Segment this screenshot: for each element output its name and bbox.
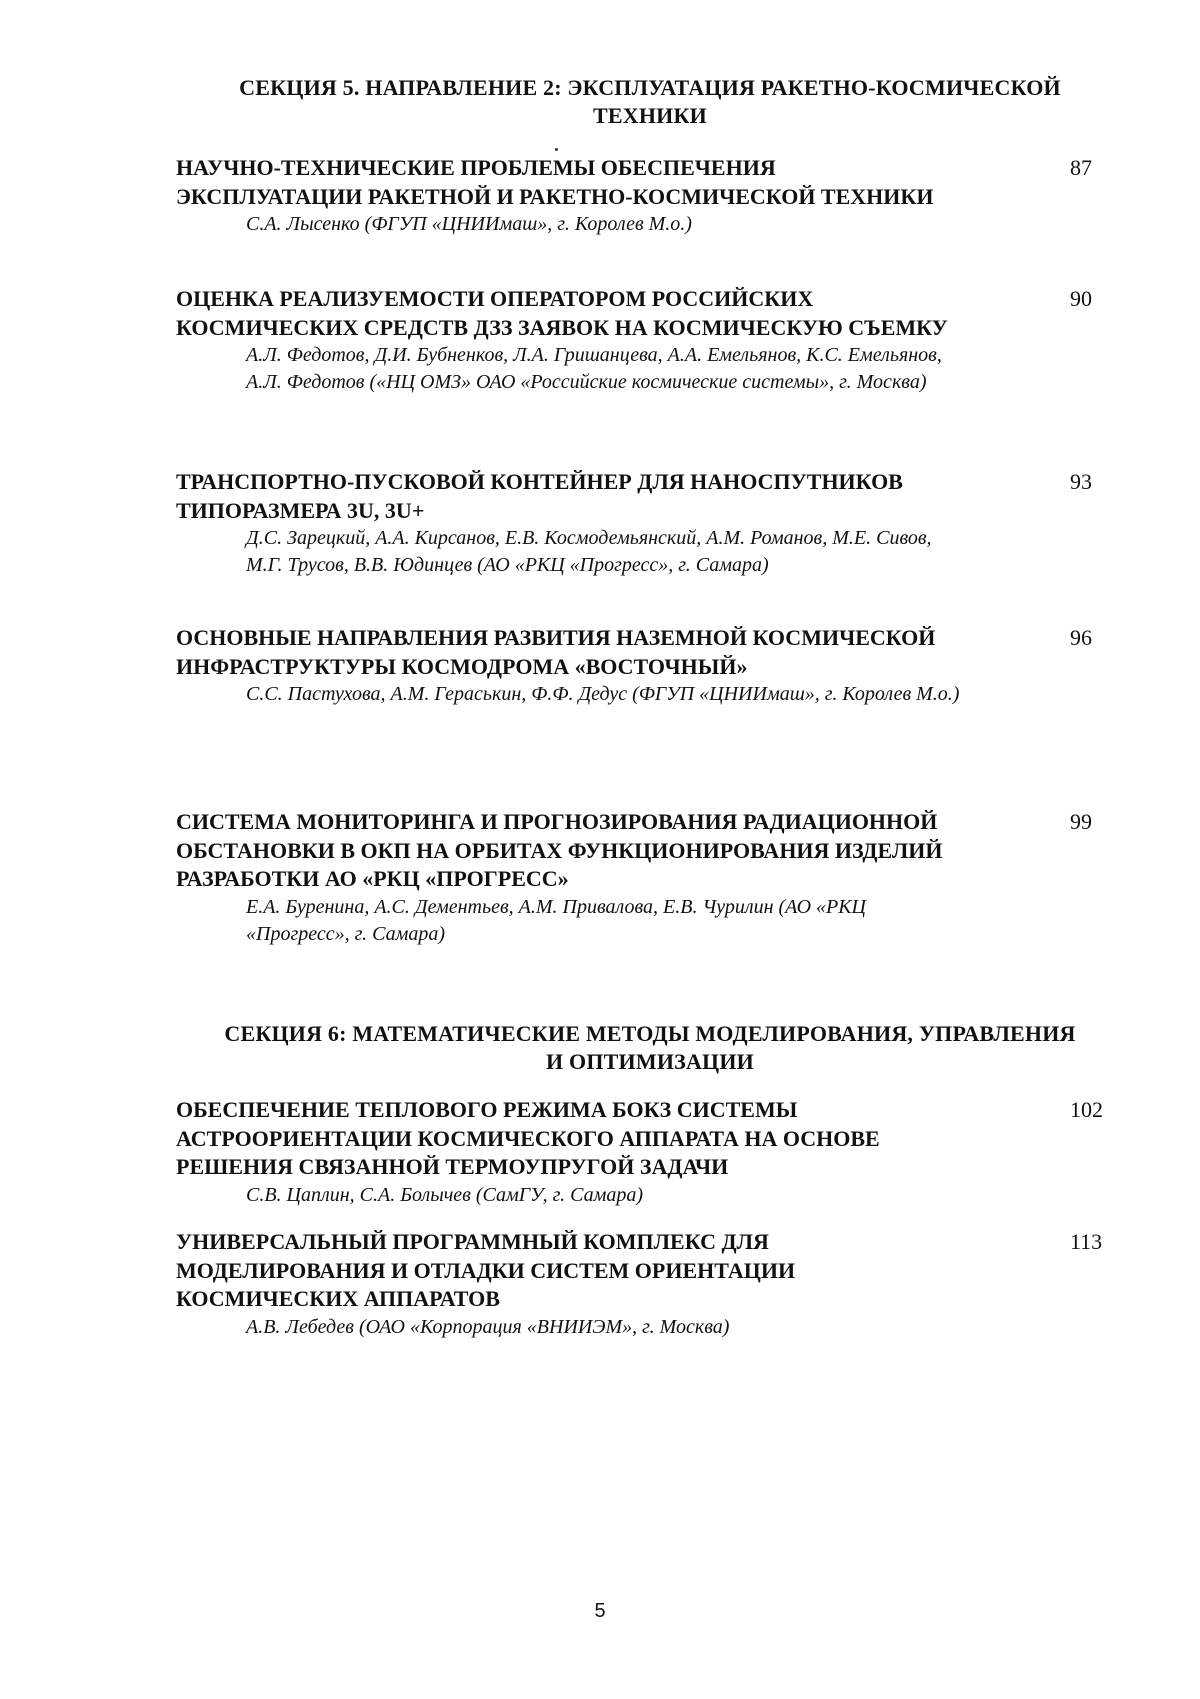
toc-entry [176, 808, 1126, 948]
toc-entry [176, 154, 1126, 238]
section-6-heading-line1: СЕКЦИЯ 6: МАТЕМАТИЧЕСКИЕ МЕТОДЫ МОДЕЛИРОВАНИЯ, УПРАВЛЕНИЯ [224, 1021, 1076, 1046]
entry-authors: Д.С. Зарецкий, А.А. Кирсанов, Е.В. Космодемьянский, А.М. Романов, М.Е. Сивов, М.Г. Трусов, В.В. Юдинцев (АО «РКЦ «Прогресс», г. Самара) [246, 527, 932, 576]
entry-title: ОЦЕНКА РЕАЛИЗУЕМОСТИ ОПЕРАТОРОМ РОССИЙСКИХ КОСМИЧЕСКИХ СРЕДСТВ ДЗЗ ЗАЯВОК НА КОСМИЧЕСКУЮ СЪЕМКУ [176, 286, 948, 340]
section-5-heading-line2: ТЕХНИКИ [593, 103, 707, 128]
page-number: 5 [594, 1600, 606, 1622]
section-6-heading [160, 1020, 1140, 1076]
entry-title: УНИВЕРСАЛЬНЫЙ ПРОГРАММНЫЙ КОМПЛЕКС ДЛЯ МОДЕЛИРОВАНИЯ И ОТЛАДКИ СИСТЕМ ОРИЕНТАЦИИ КОСМИЧЕСКИХ АППАРАТОВ [176, 1229, 796, 1311]
toc-entry [176, 1228, 1126, 1341]
entry-authors: С.С. Пастухова, А.М. Гераськин, Ф.Ф. Дедус (ФГУП «ЦНИИмаш», г. Королев М.о.) [246, 683, 960, 705]
entry-page-number: 87 [1070, 155, 1092, 180]
section-5-heading-line1: СЕКЦИЯ 5. НАПРАВЛЕНИЕ 2: ЭКСПЛУАТАЦИЯ РАКЕТНО-КОСМИЧЕСКОЙ [239, 75, 1061, 100]
section-5-heading [160, 74, 1140, 130]
entry-page-number: 96 [1070, 625, 1092, 650]
entry-title: НАУЧНО-ТЕХНИЧЕСКИЕ ПРОБЛЕМЫ ОБЕСПЕЧЕНИЯ ЭКСПЛУАТАЦИИ РАКЕТНОЙ И РАКЕТНО-КОСМИЧЕСКОЙ ТЕХНИКИ [176, 155, 934, 209]
stray-dot [555, 148, 558, 151]
entry-title: СИСТЕМА МОНИТОРИНГА И ПРОГНОЗИРОВАНИЯ РАДИАЦИОННОЙ ОБСТАНОВКИ В ОКП НА ОРБИТАХ ФУНКЦИОНИРОВАНИЯ ИЗДЕЛИЙ РАЗРАБОТКИ АО «РКЦ «ПРОГРЕСС» [176, 809, 943, 891]
entry-title: ОСНОВНЫЕ НАПРАВЛЕНИЯ РАЗВИТИЯ НАЗЕМНОЙ КОСМИЧЕСКОЙ ИНФРАСТРУКТУРЫ КОСМОДРОМА «ВОСТОЧНЫЙ» [176, 625, 936, 679]
section-6-heading-line2: И ОПТИМИЗАЦИИ [546, 1049, 754, 1074]
entry-page-number: 99 [1070, 809, 1092, 834]
entry-page-number: 90 [1070, 286, 1092, 311]
entry-page-number: 93 [1070, 469, 1092, 494]
entry-authors: С.А. Лысенко (ФГУП «ЦНИИмаш», г. Королев М.о.) [246, 213, 692, 235]
toc-entry [176, 624, 1126, 708]
entry-authors: А.В. Лебедев (ОАО «Корпорация «ВНИИЭМ», г. Москва) [246, 1315, 730, 1338]
toc-entry [176, 468, 1126, 579]
entry-title: ОБЕСПЕЧЕНИЕ ТЕПЛОВОГО РЕЖИМА БОКЗ СИСТЕМЫ АСТРООРИЕНТАЦИИ КОСМИЧЕСКОГО АППАРАТА НА ОСНОВЕ РЕШЕНИЯ СВЯЗАННОЙ ТЕРМОУПРУГОЙ ЗАДАЧИ [176, 1097, 880, 1179]
entry-title: ТРАНСПОРТНО-ПУСКОВОЙ КОНТЕЙНЕР ДЛЯ НАНОСПУТНИКОВ ТИПОРАЗМЕРА 3U, 3U+ [176, 469, 903, 523]
toc-entry [176, 285, 1126, 396]
entry-page-number: 102 [1070, 1097, 1103, 1122]
entry-page-number: 113 [1070, 1229, 1103, 1254]
entry-authors: Е.А. Буренина, А.С. Дементьев, А.М. Привалова, Е.В. Чурилин (АО «РКЦ «Прогресс», г. Самара) [246, 895, 866, 945]
entry-authors: А.Л. Федотов, Д.И. Бубненков, Л.А. Гришанцева, А.А. Емельянов, К.С. Емельянов, А.Л. Федотов («НЦ ОМЗ» ОАО «Российские космические системы», г. Москва) [246, 344, 942, 393]
entry-authors: С.В. Цаплин, С.А. Болычев (СамГУ, г. Самара) [246, 1183, 644, 1206]
toc-entry [176, 1096, 1126, 1209]
